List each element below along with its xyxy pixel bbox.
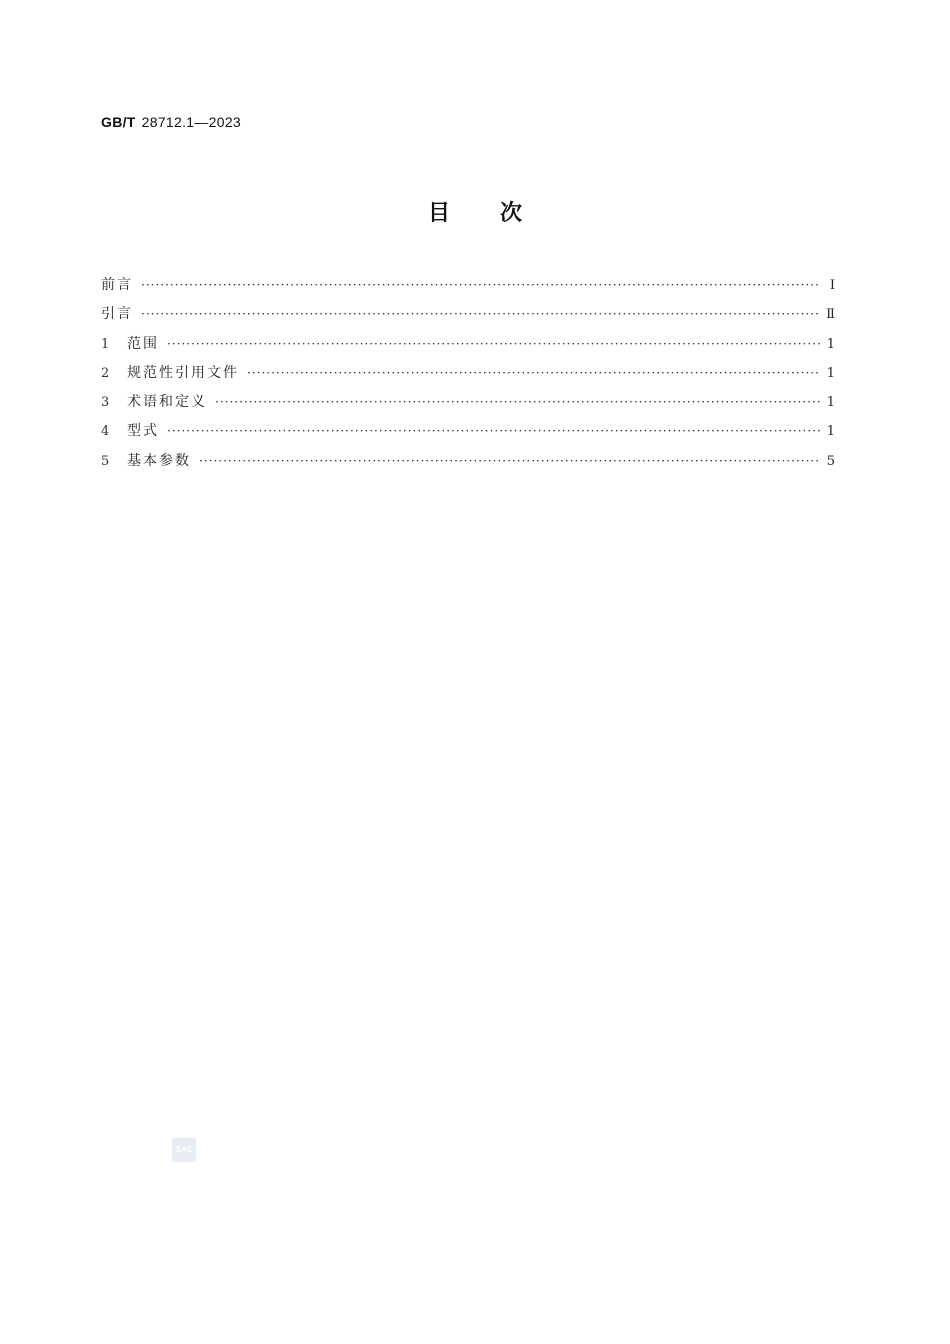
table-of-contents	[101, 274, 835, 479]
toc-entry-page: 1	[826, 365, 835, 381]
toc-entry-label: 引言	[101, 306, 133, 323]
toc-entry-number: 3	[101, 395, 110, 411]
toc-title: 目次	[427, 201, 572, 226]
toc-entry-number: 1	[101, 336, 110, 352]
toc-entry-label: 术语和定义	[127, 394, 207, 411]
toc-entry-label: 基本参数	[127, 452, 191, 469]
toc-leader-dots	[167, 424, 821, 438]
toc-entry-label: 型式	[127, 423, 159, 440]
toc-entry-label: 范围	[127, 335, 159, 352]
standard-code: GB/T	[101, 114, 136, 130]
toc-entry-basic-parameters[interactable]	[101, 450, 835, 479]
toc-entry-terms-and-definitions[interactable]	[101, 391, 835, 420]
toc-leader-dots	[141, 307, 820, 321]
toc-entry-page: 1	[826, 336, 835, 352]
toc-leader-dots	[247, 366, 821, 380]
toc-leader-dots	[167, 337, 821, 351]
toc-entry-scope[interactable]	[101, 333, 835, 362]
toc-entry-foreword[interactable]	[101, 274, 835, 303]
toc-entry-number: 2	[101, 365, 110, 381]
toc-entry-page: 5	[826, 453, 835, 469]
toc-entry-number: 5	[101, 453, 110, 469]
toc-leader-dots	[215, 395, 821, 409]
toc-leader-dots	[199, 454, 821, 468]
toc-entry-types[interactable]	[101, 420, 835, 449]
toc-entry-label: 前言	[101, 277, 133, 293]
toc-entry-page: Ⅰ	[829, 278, 835, 293]
standard-year-number: 28712.1—2023	[141, 114, 242, 130]
toc-entry-introduction[interactable]	[101, 303, 835, 332]
standard-number	[101, 114, 241, 130]
toc-entry-page: 1	[826, 395, 835, 411]
toc-entry-normative-references[interactable]	[101, 362, 835, 391]
toc-entry-label: 规范性引用文件	[127, 364, 239, 381]
sac-watermark-logo: SAC	[172, 1138, 196, 1162]
toc-entry-number: 4	[101, 424, 110, 440]
toc-leader-dots	[141, 278, 821, 292]
toc-entry-page: Ⅱ	[826, 307, 835, 323]
toc-entry-page: 1	[826, 424, 835, 440]
